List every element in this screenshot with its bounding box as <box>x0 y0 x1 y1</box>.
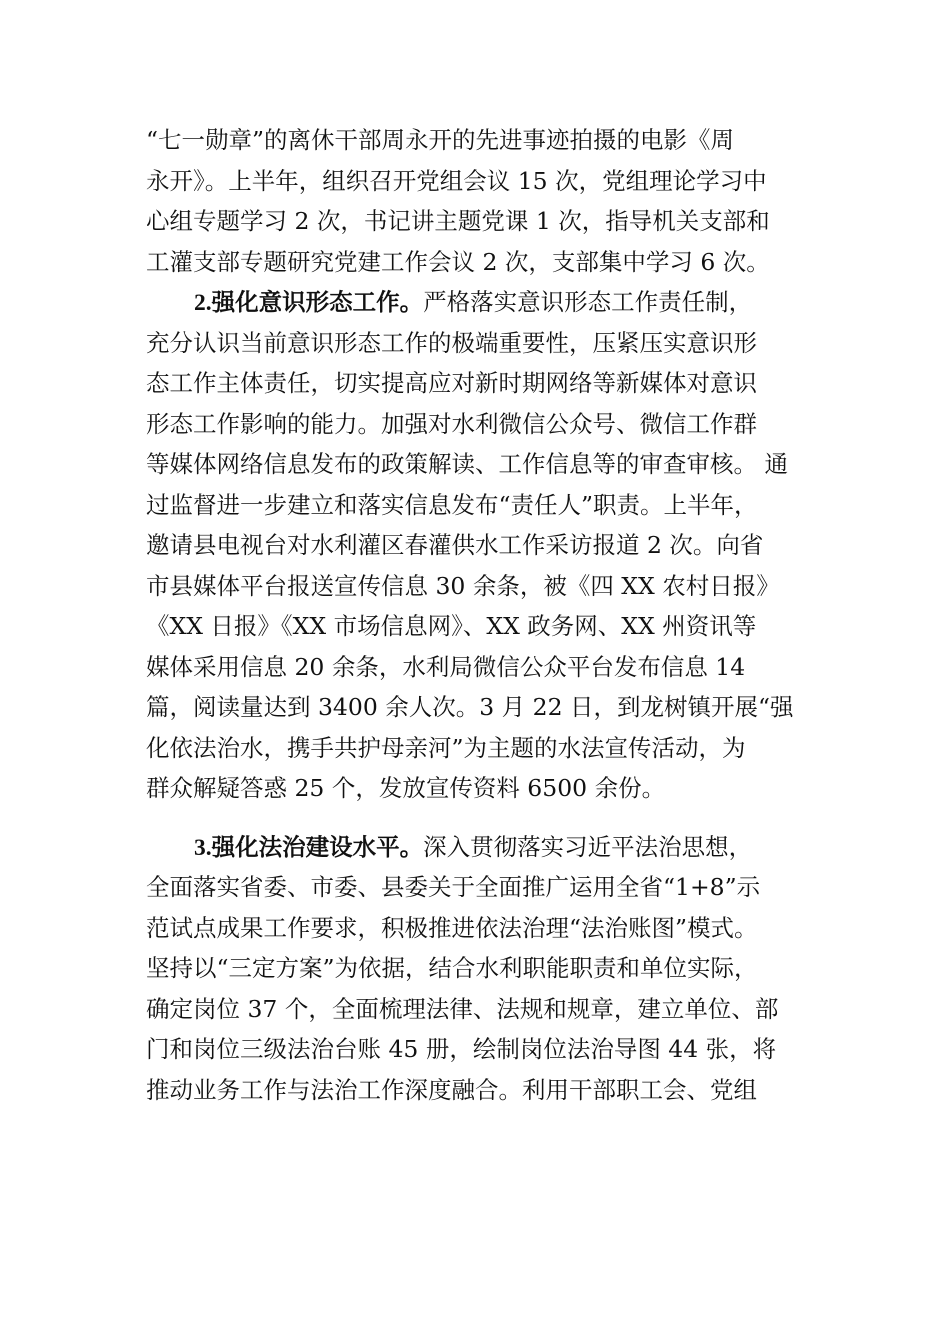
paragraph-2-first-line <box>146 282 818 323</box>
text-line: 心组专题学习 2 次，书记讲主题党课 1 次，指导机关支部和 <box>146 207 770 235</box>
document-page <box>146 120 818 1110</box>
text-line: “七一勋章”的离休干部周永开的先进事迹拍摄的电影《周 <box>146 126 735 154</box>
text-line: 全面落实省委、市委、县委关于全面推广运用全省“1+8”示 <box>146 873 761 901</box>
section-heading: 强化意识形态工作。 <box>211 288 424 316</box>
text-line: 形态工作影响的能力。加强对水利微信公众号、微信工作群 <box>146 409 757 438</box>
section-number: 2. <box>194 290 212 316</box>
text-line: 永开》。上半年，组织召开党组会议 15 次，党组理论学习中 <box>146 166 767 195</box>
text-run: 深入贯彻落实习近平法治思想， <box>423 832 753 861</box>
text-line: 推动业务工作与法治工作深度融合。利用干部职工会、党组 <box>146 1075 757 1104</box>
text-line: 等媒体网络信息发布的政策解读、工作信息等的审查审核。 通 <box>146 450 788 478</box>
text-line: 篇，阅读量达到 3400 余人次。3 月 22 日，到龙树镇开展“强 <box>146 693 794 721</box>
paragraph-spacer <box>146 809 818 827</box>
text-line: 过监督进一步建立和落实信息发布“责任人”职责。上半年， <box>146 490 758 519</box>
text-line: 市县媒体平台报送宣传信息 30 余条，被《四 XX 农村日报》 <box>146 571 780 600</box>
section-number: 3. <box>194 834 212 861</box>
text-line: 态工作主体责任，切实提高应对新时期网络等新媒体对意识 <box>146 369 757 397</box>
text-line: 媒体采用信息 20 余条，水利局微信公众平台发布信息 14 <box>146 652 746 681</box>
text-line: 化依法治水，携手共护母亲河”为主题的水法宣传活动，为 <box>146 733 746 762</box>
paragraph-3 <box>146 827 818 1111</box>
paragraph-3-first-line <box>146 827 818 868</box>
text-run: 严格落实意识形态工作责任制， <box>423 288 753 316</box>
text-line: 邀请县电视台对水利灌区春灌供水工作采访报道 2 次。向省 <box>146 531 764 559</box>
paragraph-2 <box>146 282 818 809</box>
text-line: 确定岗位 37 个，全面梳理法律、法规和规章，建立单位、部 <box>146 994 779 1023</box>
text-line: 范试点成果工作要求，积极推进依法治理“法治账图”模式。 <box>146 913 758 942</box>
paragraph-1 <box>146 120 818 282</box>
text-line: 门和岗位三级法治台账 45 册，绘制岗位法治导图 44 张，将 <box>146 1035 777 1063</box>
text-line: 工灌支部专题研究党建工作会议 2 次，支部集中学习 6 次。 <box>146 247 770 276</box>
text-line: 《XX 日报》《XX 市场信息网》、XX 政务网、XX 州资讯等 <box>146 612 757 640</box>
text-line: 群众解疑答惑 25 个，发放宣传资料 6500 余份。 <box>146 774 666 802</box>
section-heading: 强化法治建设水平。 <box>211 832 424 861</box>
text-line: 坚持以“三定方案”为依据，结合水利职能职责和单位实际， <box>146 954 758 982</box>
text-line: 充分认识当前意识形态工作的极端重要性，压紧压实意识形 <box>146 328 757 357</box>
